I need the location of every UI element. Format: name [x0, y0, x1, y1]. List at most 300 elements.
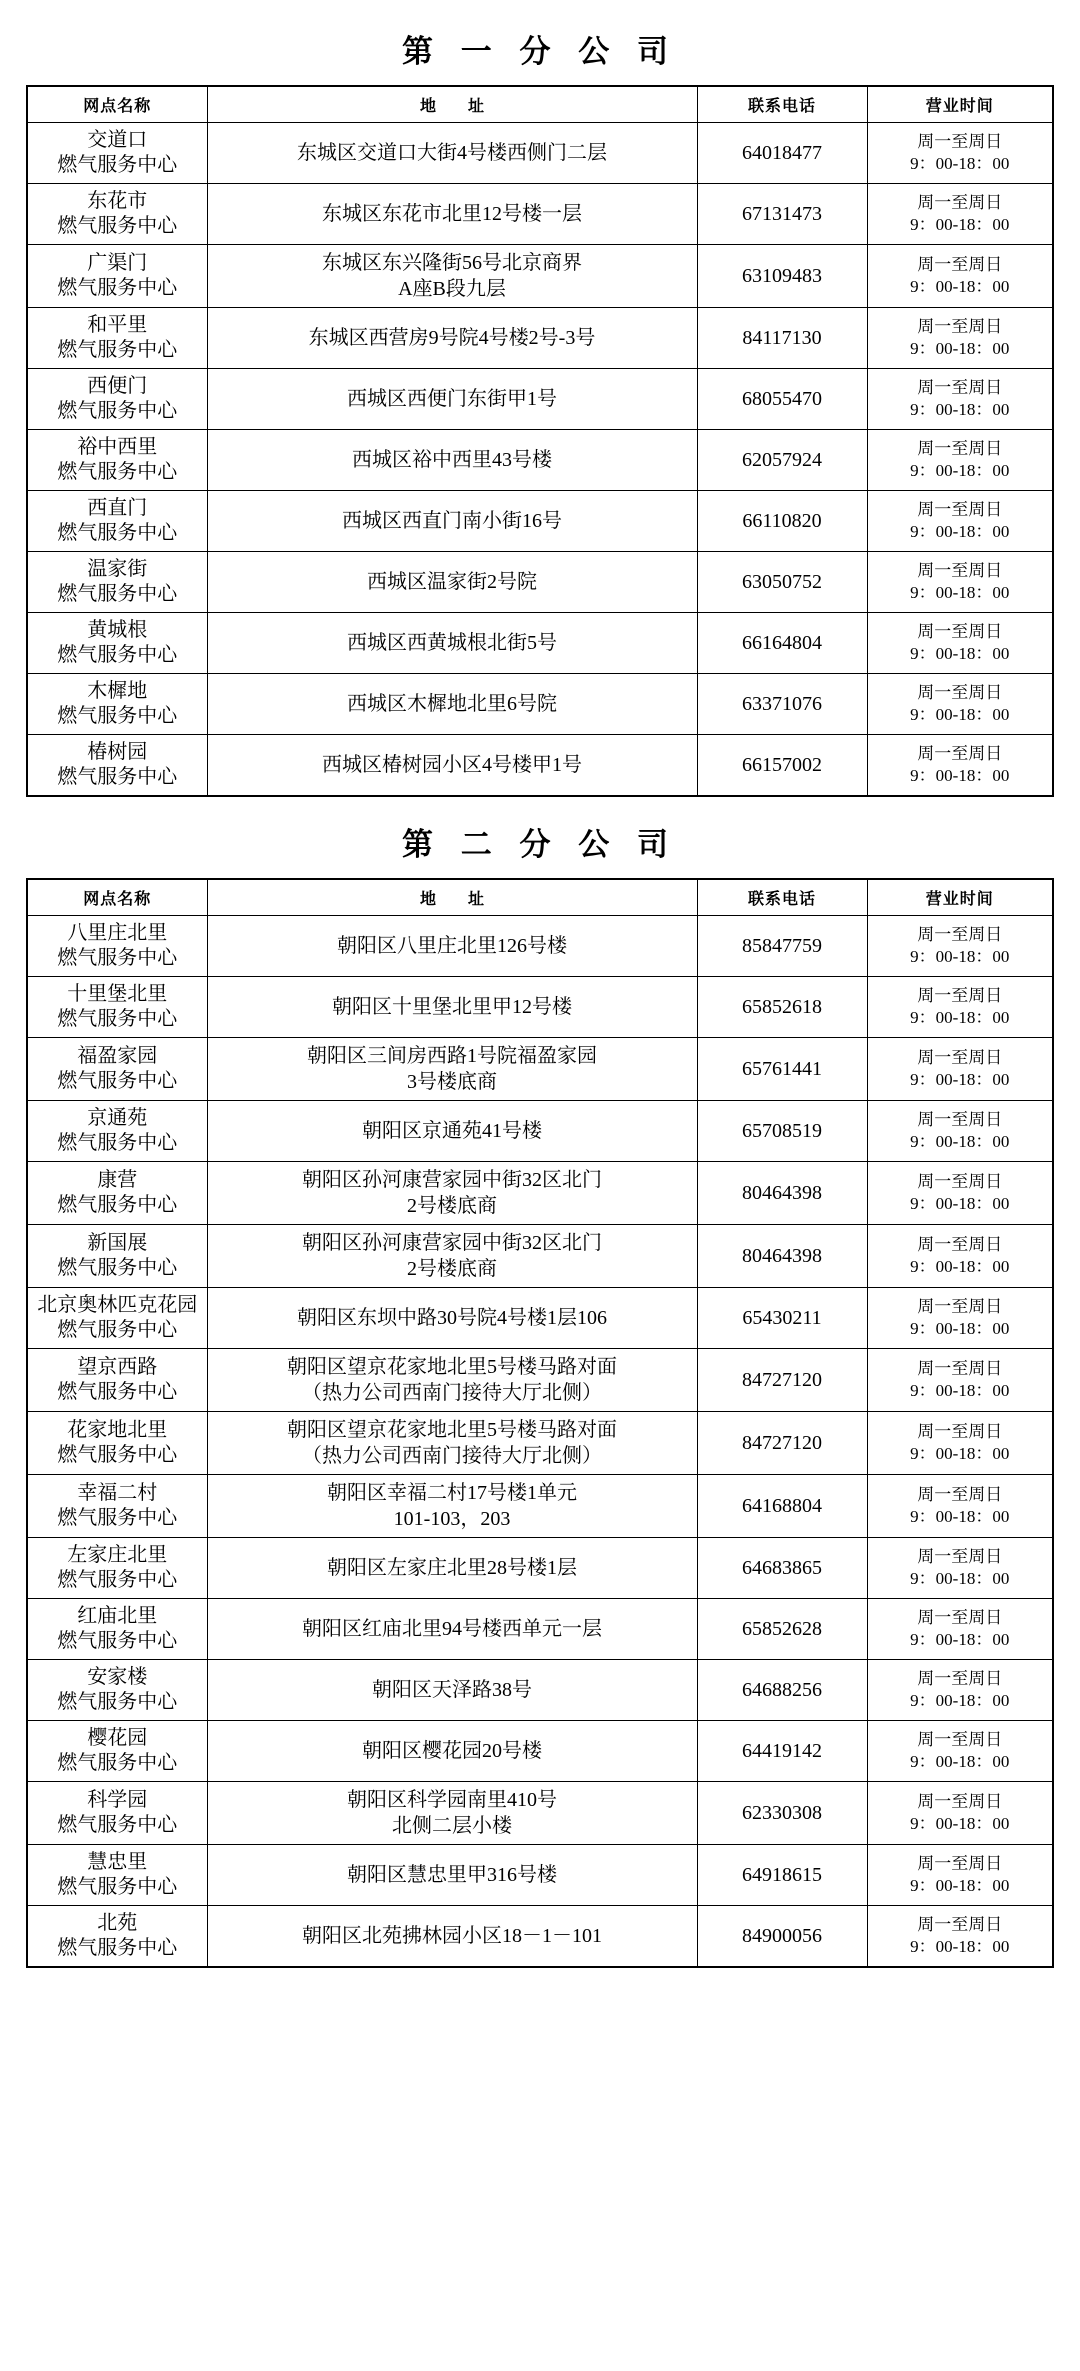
cell-address: [207, 674, 697, 735]
cell-phone: 65708519: [697, 1101, 867, 1162]
table-row: [27, 674, 1053, 735]
service-center-name-line2: 燃气服务中心: [57, 461, 178, 483]
business-hours-days: 周一至周日: [917, 560, 1003, 580]
cell-service-center-name: [27, 308, 207, 369]
business-hours-time: 9：00-18：00: [910, 1814, 1010, 1833]
service-center-name-line1: 花家地北里: [67, 1419, 168, 1441]
service-center-name-line2: 燃气服务中心: [57, 583, 178, 605]
service-center-name-line1: 科学园: [87, 1789, 148, 1811]
cell-address: [207, 1101, 697, 1162]
cell-service-center-name: [27, 735, 207, 797]
service-center-name-line2: 燃气服务中心: [57, 766, 178, 788]
table-row: [27, 1782, 1053, 1845]
cell-business-hours: [867, 1225, 1053, 1288]
address-line1: 朝阳区东坝中路30号院4号楼1层106: [297, 1307, 607, 1329]
cell-address: [207, 1225, 697, 1288]
business-hours-time: 9：00-18：00: [910, 1319, 1010, 1338]
table-row: [27, 1038, 1053, 1101]
address-line2: （热力公司西南门接待大厅北侧）: [302, 1445, 602, 1467]
cell-phone: 64018477: [697, 123, 867, 184]
cell-phone: 65852618: [697, 977, 867, 1038]
cell-address: [207, 1845, 697, 1906]
table-row: [27, 1475, 1053, 1538]
address-line2: A座B段九层: [398, 278, 506, 300]
business-hours-days: 周一至周日: [917, 682, 1003, 702]
business-hours-days: 周一至周日: [917, 985, 1003, 1005]
service-center-name-line2: 燃气服务中心: [57, 644, 178, 666]
table-row: [27, 916, 1053, 977]
address-line1: 朝阳区十里堡北里甲12号楼: [332, 996, 572, 1018]
address-line2: 北侧二层小楼: [392, 1815, 512, 1837]
address-line1: 朝阳区樱花园20号楼: [362, 1740, 542, 1762]
cell-address: [207, 735, 697, 797]
business-hours-time: 9：00-18：00: [910, 461, 1010, 480]
cell-address: [207, 1538, 697, 1599]
cell-business-hours: [867, 1162, 1053, 1225]
cell-service-center-name: [27, 1538, 207, 1599]
column-header-address-label: 地 址: [419, 891, 498, 908]
address-line1: 西城区木樨地北里6号院: [347, 693, 557, 715]
cell-address: [207, 184, 697, 245]
service-center-name-line1: 西便门: [87, 375, 148, 397]
business-hours-time: 9：00-18：00: [910, 1194, 1010, 1213]
cell-service-center-name: [27, 1475, 207, 1538]
branch-section: [26, 14, 1054, 797]
service-center-name-line2: 燃气服务中心: [57, 277, 178, 299]
cell-address: [207, 1162, 697, 1225]
cell-business-hours: [867, 1288, 1053, 1349]
business-hours-time: 9：00-18：00: [910, 1630, 1010, 1649]
cell-business-hours: [867, 1475, 1053, 1538]
service-center-name-line2: 燃气服务中心: [57, 1937, 178, 1959]
table-row: [27, 613, 1053, 674]
address-line2: （热力公司西南门接待大厅北侧）: [302, 1382, 602, 1404]
service-center-name-line2: 燃气服务中心: [57, 400, 178, 422]
service-center-name-line2: 燃气服务中心: [57, 1008, 178, 1030]
service-center-name-line2: 燃气服务中心: [57, 1814, 178, 1836]
cell-phone: 63050752: [697, 552, 867, 613]
cell-business-hours: [867, 1782, 1053, 1845]
sections-container: [26, 14, 1054, 1968]
business-hours-days: 周一至周日: [917, 1546, 1003, 1566]
business-hours-time: 9：00-18：00: [910, 644, 1010, 663]
cell-address: [207, 1599, 697, 1660]
business-hours-days: 周一至周日: [917, 924, 1003, 944]
service-center-name-line2: 燃气服务中心: [57, 1070, 178, 1092]
cell-business-hours: [867, 1906, 1053, 1968]
business-hours-days: 周一至周日: [917, 1914, 1003, 1934]
table-row: [27, 245, 1053, 308]
cell-service-center-name: [27, 369, 207, 430]
service-center-name-line1: 椿树园: [87, 741, 148, 763]
business-hours-time: 9：00-18：00: [910, 1752, 1010, 1771]
business-hours-days: 周一至周日: [917, 1668, 1003, 1688]
address-line1: 东城区东兴隆街56号北京商界: [322, 252, 582, 274]
cell-business-hours: [867, 613, 1053, 674]
cell-phone: 63371076: [697, 674, 867, 735]
address-line1: 朝阳区京通苑41号楼: [362, 1120, 542, 1142]
service-center-name-line1: 十里堡北里: [67, 983, 168, 1005]
cell-phone: 66110820: [697, 491, 867, 552]
cell-service-center-name: [27, 977, 207, 1038]
table-row: [27, 1101, 1053, 1162]
cell-address: [207, 1475, 697, 1538]
cell-service-center-name: [27, 245, 207, 308]
address-line2: 101-103，203: [393, 1508, 511, 1530]
service-center-name-line1: 广渠门: [87, 252, 148, 274]
cell-address: [207, 308, 697, 369]
table-row: [27, 430, 1053, 491]
service-center-name-line2: 燃气服务中心: [57, 1752, 178, 1774]
business-hours-days: 周一至周日: [917, 1791, 1003, 1811]
cell-service-center-name: [27, 1845, 207, 1906]
address-line1: 西城区椿树园小区4号楼甲1号: [322, 754, 582, 776]
cell-phone: 64683865: [697, 1538, 867, 1599]
business-hours-time: 9：00-18：00: [910, 766, 1010, 785]
service-center-name-line2: 燃气服务中心: [57, 1444, 178, 1466]
section-title: 第 二 分 公 司: [402, 827, 678, 862]
service-center-name-line1: 交道口: [87, 129, 148, 151]
service-center-name-line2: 燃气服务中心: [57, 947, 178, 969]
cell-phone: 62330308: [697, 1782, 867, 1845]
business-hours-time: 9：00-18：00: [910, 947, 1010, 966]
service-center-name-line2: 燃气服务中心: [57, 705, 178, 727]
address-line2: 2号楼底商: [407, 1195, 497, 1217]
branch-section: [26, 807, 1054, 1968]
business-hours-days: 周一至周日: [917, 1171, 1003, 1191]
business-hours-time: 9：00-18：00: [910, 1132, 1010, 1151]
service-center-name-line2: 燃气服务中心: [57, 1569, 178, 1591]
business-hours-days: 周一至周日: [917, 1234, 1003, 1254]
service-center-name-line1: 左家庄北里: [67, 1544, 168, 1566]
business-hours-days: 周一至周日: [917, 377, 1003, 397]
cell-phone: 65761441: [697, 1038, 867, 1101]
cell-service-center-name: [27, 1288, 207, 1349]
address-line1: 东城区东花市北里12号楼一层: [322, 203, 582, 225]
service-center-name-line2: 燃气服务中心: [57, 522, 178, 544]
address-line1: 朝阳区北苑拂林园小区18－1－101: [302, 1925, 602, 1947]
table-row: [27, 552, 1053, 613]
cell-service-center-name: [27, 1412, 207, 1475]
service-center-name-line1: 东花市: [87, 190, 148, 212]
cell-service-center-name: [27, 1225, 207, 1288]
business-hours-days: 周一至周日: [917, 743, 1003, 763]
cell-phone: 68055470: [697, 369, 867, 430]
cell-address: [207, 916, 697, 977]
cell-business-hours: [867, 1101, 1053, 1162]
cell-phone: 84727120: [697, 1412, 867, 1475]
cell-phone: 66157002: [697, 735, 867, 797]
cell-phone: 84727120: [697, 1349, 867, 1412]
branch-table: [26, 85, 1054, 797]
address-line1: 朝阳区孙河康营家园中街32区北门: [302, 1169, 602, 1191]
column-header-name: 网点名称: [27, 879, 207, 916]
cell-business-hours: [867, 916, 1053, 977]
address-line1: 朝阳区三间房西路1号院福盈家园: [307, 1045, 597, 1067]
cell-business-hours: [867, 1599, 1053, 1660]
cell-business-hours: [867, 491, 1053, 552]
cell-address: [207, 1288, 697, 1349]
cell-business-hours: [867, 552, 1053, 613]
table-row: [27, 1412, 1053, 1475]
service-center-name-line2: 燃气服务中心: [57, 1876, 178, 1898]
table-header-row: [27, 879, 1053, 916]
service-center-name-line2: 燃气服务中心: [57, 1630, 178, 1652]
business-hours-time: 9：00-18：00: [910, 1937, 1010, 1956]
cell-phone: 84117130: [697, 308, 867, 369]
business-hours-time: 9：00-18：00: [910, 1691, 1010, 1710]
cell-business-hours: [867, 308, 1053, 369]
address-line1: 朝阳区望京花家地北里5号楼马路对面: [287, 1356, 617, 1378]
column-header-address-label: 地 址: [419, 98, 498, 115]
cell-address: [207, 1349, 697, 1412]
service-center-name-line1: 慧忠里: [87, 1851, 148, 1873]
table-row: [27, 1906, 1053, 1968]
cell-service-center-name: [27, 491, 207, 552]
address-line2: 3号楼底商: [407, 1071, 497, 1093]
service-center-name-line1: 樱花园: [87, 1727, 148, 1749]
column-header-name: 网点名称: [27, 86, 207, 123]
address-line1: 朝阳区慧忠里甲316号楼: [347, 1864, 557, 1886]
cell-business-hours: [867, 123, 1053, 184]
cell-phone: 84900056: [697, 1906, 867, 1968]
business-hours-days: 周一至周日: [917, 131, 1003, 151]
cell-service-center-name: [27, 1162, 207, 1225]
cell-service-center-name: [27, 430, 207, 491]
column-header-address: [207, 879, 697, 916]
service-center-name-line2: 燃气服务中心: [57, 1381, 178, 1403]
table-row: [27, 1660, 1053, 1721]
business-hours-days: 周一至周日: [917, 316, 1003, 336]
cell-business-hours: [867, 369, 1053, 430]
cell-address: [207, 613, 697, 674]
service-center-name-line2: 燃气服务中心: [57, 1257, 178, 1279]
business-hours-time: 9：00-18：00: [910, 1008, 1010, 1027]
cell-service-center-name: [27, 1599, 207, 1660]
service-center-name-line1: 康营: [97, 1169, 138, 1191]
table-row: [27, 1538, 1053, 1599]
address-line2: 2号楼底商: [407, 1258, 497, 1280]
cell-service-center-name: [27, 916, 207, 977]
cell-address: [207, 1412, 697, 1475]
address-line1: 朝阳区八里庄北里126号楼: [337, 935, 567, 957]
table-row: [27, 1162, 1053, 1225]
service-center-name-line2: 燃气服务中心: [57, 339, 178, 361]
table-row: [27, 735, 1053, 797]
service-center-name-line1: 福盈家园: [77, 1045, 158, 1067]
service-center-name-line1: 安家楼: [87, 1666, 148, 1688]
service-center-name-line1: 新国展: [87, 1232, 148, 1254]
cell-phone: 66164804: [697, 613, 867, 674]
business-hours-days: 周一至周日: [917, 1109, 1003, 1129]
cell-service-center-name: [27, 1038, 207, 1101]
address-line1: 西城区西直门南小街16号: [342, 510, 562, 532]
table-row: [27, 1225, 1053, 1288]
business-hours-time: 9：00-18：00: [910, 1444, 1010, 1463]
address-line1: 朝阳区幸福二村17号楼1单元: [327, 1482, 577, 1504]
business-hours-time: 9：00-18：00: [910, 1569, 1010, 1588]
service-center-name-line1: 西直门: [87, 497, 148, 519]
cell-service-center-name: [27, 184, 207, 245]
address-line1: 朝阳区天泽路38号: [372, 1679, 532, 1701]
cell-service-center-name: [27, 1782, 207, 1845]
cell-phone: 64918615: [697, 1845, 867, 1906]
service-center-name-line2: 燃气服务中心: [57, 154, 178, 176]
table-row: [27, 1845, 1053, 1906]
cell-business-hours: [867, 245, 1053, 308]
service-center-name-line1: 八里庄北里: [67, 922, 168, 944]
cell-service-center-name: [27, 1721, 207, 1782]
table-header-row: [27, 86, 1053, 123]
service-center-name-line1: 红庙北里: [77, 1605, 158, 1627]
cell-service-center-name: [27, 1349, 207, 1412]
address-line1: 西城区裕中西里43号楼: [352, 449, 552, 471]
service-center-name-line1: 和平里: [87, 314, 148, 336]
table-row: [27, 1599, 1053, 1660]
service-center-name-line2: 燃气服务中心: [57, 1691, 178, 1713]
cell-business-hours: [867, 184, 1053, 245]
address-line1: 西城区温家街2号院: [367, 571, 537, 593]
business-hours-days: 周一至周日: [917, 1607, 1003, 1627]
address-line1: 朝阳区孙河康营家园中街32区北门: [302, 1232, 602, 1254]
table-row: [27, 184, 1053, 245]
business-hours-days: 周一至周日: [917, 192, 1003, 212]
address-line1: 西城区西便门东街甲1号: [347, 388, 557, 410]
business-hours-days: 周一至周日: [917, 1047, 1003, 1067]
table-row: [27, 1349, 1053, 1412]
cell-phone: 80464398: [697, 1225, 867, 1288]
cell-business-hours: [867, 1412, 1053, 1475]
business-hours-days: 周一至周日: [917, 1729, 1003, 1749]
column-header-address: [207, 86, 697, 123]
business-hours-time: 9：00-18：00: [910, 154, 1010, 173]
cell-phone: 64419142: [697, 1721, 867, 1782]
service-center-name-line1: 望京西路: [77, 1356, 158, 1378]
branch-table: [26, 878, 1054, 1968]
address-line1: 朝阳区红庙北里94号楼西单元一层: [302, 1618, 602, 1640]
column-header-hours: 营业时间: [867, 86, 1053, 123]
service-center-name-line2: 燃气服务中心: [57, 215, 178, 237]
address-line1: 朝阳区左家庄北里28号楼1层: [327, 1557, 577, 1579]
cell-address: [207, 491, 697, 552]
business-hours-time: 9：00-18：00: [910, 339, 1010, 358]
business-hours-days: 周一至周日: [917, 1484, 1003, 1504]
business-hours-time: 9：00-18：00: [910, 400, 1010, 419]
cell-business-hours: [867, 1538, 1053, 1599]
cell-address: [207, 1660, 697, 1721]
cell-phone: 63109483: [697, 245, 867, 308]
service-center-name-line1: 温家街: [87, 558, 148, 580]
business-hours-time: 9：00-18：00: [910, 522, 1010, 541]
service-center-name-line1: 京通苑: [87, 1107, 148, 1129]
business-hours-days: 周一至周日: [917, 499, 1003, 519]
service-center-name-line1: 木樨地: [87, 680, 148, 702]
cell-phone: 65852628: [697, 1599, 867, 1660]
service-center-name-line1: 幸福二村: [77, 1482, 158, 1504]
cell-business-hours: [867, 1349, 1053, 1412]
business-hours-time: 9：00-18：00: [910, 215, 1010, 234]
cell-business-hours: [867, 430, 1053, 491]
table-row: [27, 1721, 1053, 1782]
cell-address: [207, 1721, 697, 1782]
address-line1: 东城区交道口大街4号楼西侧门二层: [297, 142, 607, 164]
column-header-phone: 联系电话: [697, 86, 867, 123]
column-header-hours: 营业时间: [867, 879, 1053, 916]
business-hours-days: 周一至周日: [917, 1421, 1003, 1441]
cell-address: [207, 977, 697, 1038]
business-hours-time: 9：00-18：00: [910, 583, 1010, 602]
cell-address: [207, 1038, 697, 1101]
address-line1: 东城区西营房9号院4号楼2号-3号: [308, 327, 596, 349]
business-hours-time: 9：00-18：00: [910, 1507, 1010, 1526]
cell-business-hours: [867, 1660, 1053, 1721]
service-center-name-line1: 黄城根: [87, 619, 148, 641]
address-line1: 朝阳区科学园南里410号: [347, 1789, 557, 1811]
cell-business-hours: [867, 1845, 1053, 1906]
table-row: [27, 977, 1053, 1038]
cell-phone: 64168804: [697, 1475, 867, 1538]
cell-business-hours: [867, 1038, 1053, 1101]
business-hours-days: 周一至周日: [917, 621, 1003, 641]
cell-address: [207, 552, 697, 613]
cell-phone: 65430211: [697, 1288, 867, 1349]
cell-business-hours: [867, 1721, 1053, 1782]
address-line1: 西城区西黄城根北街5号: [347, 632, 557, 654]
service-center-name-line2: 燃气服务中心: [57, 1319, 178, 1341]
business-hours-days: 周一至周日: [917, 1853, 1003, 1873]
column-header-phone: 联系电话: [697, 879, 867, 916]
cell-address: [207, 1906, 697, 1968]
business-hours-days: 周一至周日: [917, 1296, 1003, 1316]
business-hours-time: 9：00-18：00: [910, 705, 1010, 724]
table-row: [27, 1288, 1053, 1349]
business-hours-days: 周一至周日: [917, 254, 1003, 274]
table-row: [27, 491, 1053, 552]
cell-service-center-name: [27, 1101, 207, 1162]
cell-service-center-name: [27, 123, 207, 184]
cell-business-hours: [867, 977, 1053, 1038]
business-hours-time: 9：00-18：00: [910, 1257, 1010, 1276]
cell-address: [207, 1782, 697, 1845]
business-hours-time: 9：00-18：00: [910, 1070, 1010, 1089]
cell-phone: 85847759: [697, 916, 867, 977]
cell-address: [207, 245, 697, 308]
cell-address: [207, 123, 697, 184]
service-center-name-line2: 燃气服务中心: [57, 1507, 178, 1529]
section-title: 第 一 分 公 司: [402, 34, 678, 69]
cell-business-hours: [867, 735, 1053, 797]
cell-service-center-name: [27, 674, 207, 735]
business-hours-time: 9：00-18：00: [910, 277, 1010, 296]
cell-business-hours: [867, 674, 1053, 735]
cell-address: [207, 369, 697, 430]
service-center-name-line1: 北京奥林匹克花园: [37, 1294, 198, 1316]
cell-phone: 80464398: [697, 1162, 867, 1225]
cell-phone: 64688256: [697, 1660, 867, 1721]
business-hours-time: 9：00-18：00: [910, 1381, 1010, 1400]
business-hours-days: 周一至周日: [917, 1358, 1003, 1378]
cell-service-center-name: [27, 1660, 207, 1721]
cell-phone: 67131473: [697, 184, 867, 245]
service-center-name-line1: 裕中西里: [77, 436, 158, 458]
service-center-name-line1: 北苑: [97, 1912, 138, 1934]
address-line1: 朝阳区望京花家地北里5号楼马路对面: [287, 1419, 617, 1441]
cell-phone: 62057924: [697, 430, 867, 491]
table-row: [27, 308, 1053, 369]
cell-service-center-name: [27, 552, 207, 613]
service-center-name-line2: 燃气服务中心: [57, 1194, 178, 1216]
cell-address: [207, 430, 697, 491]
